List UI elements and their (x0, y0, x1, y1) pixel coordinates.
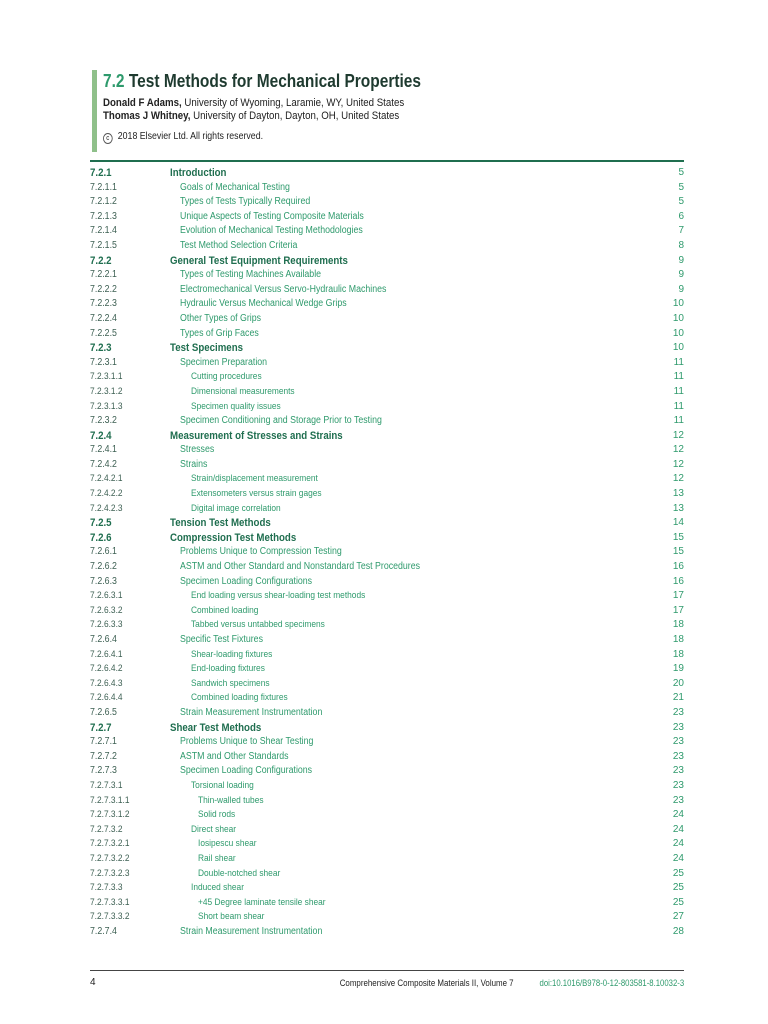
toc-entry[interactable] (90, 560, 684, 575)
toc-entry-title[interactable]: Specific Test Fixtures (180, 634, 263, 645)
toc-entry-number: 7.2.3.2 (90, 415, 117, 427)
toc-entry-page[interactable]: 13 (672, 488, 684, 500)
toc-entry[interactable] (90, 750, 684, 765)
toc-entry-page[interactable]: 8 (678, 239, 684, 251)
toc-entry-number: 7.2.2.2 (90, 283, 117, 295)
toc-entry-number: 7.2.7.3.1.1 (90, 794, 130, 806)
toc-entry-title[interactable]: ASTM and Other Standards (180, 750, 289, 762)
toc-entry-number: 7.2.7.3.1 (90, 779, 123, 791)
toc-entry-page[interactable]: 12 (672, 429, 684, 441)
toc-entry[interactable] (90, 706, 684, 721)
toc-entry-page[interactable]: 24 (672, 852, 684, 864)
toc-entry-number: 7.2.3.1.3 (90, 400, 123, 412)
toc-entry-number: 7.2.3.1 (90, 356, 117, 368)
toc-entry-title[interactable]: Torsional loading (191, 779, 254, 791)
toc-entry-number: 7.2.6.1 (90, 546, 117, 558)
toc-entry[interactable] (90, 312, 684, 327)
toc-entry[interactable] (90, 808, 684, 823)
section-number: 7.2 (103, 71, 125, 91)
toc-entry-page[interactable]: 25 (672, 867, 684, 879)
toc-entry[interactable] (90, 691, 684, 706)
toc-entry-number: 7.2.6.2 (90, 561, 117, 573)
toc-entry-number: 7.2.6.4.2 (90, 663, 123, 675)
toc-entry-number: 7.2.3.1.1 (90, 371, 123, 383)
toc-entry-page[interactable]: 17 (672, 604, 684, 616)
toc-entry[interactable] (90, 662, 684, 677)
toc-entry-number: 7.2.6 (90, 531, 112, 544)
toc-entry-title[interactable]: Cutting procedures (191, 371, 262, 383)
toc-entry[interactable] (90, 764, 684, 779)
toc-entry-number: 7.2.5 (90, 517, 112, 530)
toc-entry-number: 7.2.6.3 (90, 575, 117, 587)
toc-entry-title[interactable]: Unique Aspects of Testing Composite Materials (180, 210, 364, 222)
toc-entry[interactable] (90, 370, 684, 385)
toc-entry-title[interactable]: Evolution of Mechanical Testing Methodologies (180, 225, 363, 237)
author-1 (103, 97, 428, 110)
toc-entry-number: 7.2.7.3.1.2 (90, 809, 130, 821)
toc-entry[interactable] (90, 575, 684, 590)
toc-entry-title[interactable]: Specimen Preparation (180, 356, 268, 368)
toc-entry[interactable] (90, 618, 684, 633)
toc-entry-number: 7.2.7.2 (90, 750, 117, 762)
toc-entry[interactable] (90, 385, 684, 400)
toc-entry-title[interactable]: Tabbed versus untabbed specimens (191, 619, 325, 631)
toc-entry-page[interactable]: 11 (673, 371, 684, 383)
toc-entry[interactable] (90, 224, 684, 239)
toc-entry-page[interactable]: 27 (672, 911, 684, 923)
toc-entry[interactable] (90, 254, 684, 269)
toc-entry-page[interactable]: 23 (672, 706, 684, 718)
toc-entry-number: 7.2.6.4.1 (90, 648, 123, 660)
toc-entry-number: 7.2.4 (90, 429, 112, 442)
toc-entry-page[interactable]: 24 (672, 838, 684, 850)
toc-entry-title[interactable]: Types of Grip Faces (180, 327, 259, 339)
toc-entry-title[interactable]: Specimen Loading Configurations (180, 575, 313, 587)
toc-entry-number: 7.2.4.2 (90, 458, 117, 470)
toc-entry-page[interactable]: 9 (678, 269, 684, 281)
toc-entry[interactable] (90, 648, 684, 663)
copyright-text: 2018 Elsevier Ltd. All rights reserved. (117, 131, 264, 142)
toc-entry-number: 7.2.3.1.2 (90, 385, 123, 397)
toc-entry[interactable] (90, 545, 684, 560)
toc-entry-title[interactable]: Specimen quality issues (191, 400, 281, 412)
toc-entry-title[interactable]: Strain Measurement Instrumentation (180, 706, 323, 718)
toc-entry[interactable] (90, 283, 684, 298)
toc-entry-number: 7.2.7 (90, 721, 112, 734)
toc-entry[interactable] (90, 341, 684, 356)
toc-entry-title[interactable]: Compression Test Methods (170, 531, 297, 544)
toc-entry-title[interactable]: Hydraulic Versus Mechanical Wedge Grips (180, 298, 347, 310)
title-text: Test Methods for Mechanical Properties (128, 71, 422, 91)
toc-entry-number: 7.2.7.1 (90, 736, 117, 748)
toc-entry-number: 7.2.7.3.3.2 (90, 911, 130, 923)
toc-entry[interactable] (90, 794, 684, 809)
toc-entry-page[interactable]: 23 (672, 779, 684, 791)
toc-entry-title[interactable]: Iosipescu shear (198, 838, 257, 850)
toc-entry-title[interactable]: ASTM and Other Standard and Nonstandard Test Procedures (180, 561, 421, 573)
toc-entry-title[interactable]: Introduction (170, 167, 227, 179)
chapter-header (92, 70, 692, 152)
toc-entry-title[interactable]: General Test Equipment Requirements (170, 254, 348, 267)
toc-entry-page[interactable]: 15 (672, 546, 684, 558)
toc-entry-title[interactable]: Other Types of Grips (180, 312, 262, 324)
toc-entry-page[interactable]: 10 (672, 298, 684, 310)
toc-entry-number: 7.2.7.3.2 (90, 823, 123, 835)
toc-entry-title[interactable]: +45 Degree laminate tensile shear (198, 896, 326, 908)
toc-entry-title[interactable]: Combined loading fixtures (191, 692, 288, 704)
toc-entry[interactable] (90, 181, 684, 196)
toc-entry[interactable] (90, 297, 684, 312)
toc-entry-title[interactable]: Shear-loading fixtures (191, 648, 273, 660)
toc-entry-page[interactable]: 23 (672, 736, 684, 748)
toc-entry-title[interactable]: Digital image correlation (191, 502, 281, 514)
toc-entry-number: 7.2.6.4.4 (90, 692, 123, 704)
toc-entry[interactable] (90, 210, 684, 225)
toc-entry-page[interactable]: 17 (672, 590, 684, 602)
toc-entry[interactable] (90, 633, 684, 648)
toc-entry-title[interactable]: Types of Testing Machines Available (180, 269, 322, 281)
book-title: Comprehensive Composite Materials II, Volume 7 (340, 978, 514, 988)
toc-entry[interactable] (90, 487, 684, 502)
toc-entry-number: 7.2.4.2.1 (90, 473, 123, 485)
toc-top-rule (90, 160, 684, 162)
toc-entry-number: 7.2.6.3.1 (90, 590, 123, 602)
header-content (103, 70, 473, 144)
toc-entry[interactable] (90, 677, 684, 692)
toc-entry-number: 7.2.6.3.2 (90, 604, 123, 616)
toc-entry-page[interactable]: 9 (678, 283, 684, 295)
toc-entry-number: 7.2.1.2 (90, 196, 117, 208)
toc-entry-number: 7.2.6.3.3 (90, 619, 123, 631)
toc-entry-number: 7.2.7.3 (90, 765, 117, 777)
toc-entry[interactable] (90, 268, 684, 283)
toc-entry-title[interactable]: Strain/displacement measurement (191, 473, 318, 485)
toc-entry-title[interactable]: Combined loading (191, 604, 259, 616)
toc-entry[interactable] (90, 735, 684, 750)
toc-entry[interactable] (90, 472, 684, 487)
toc-entry[interactable] (90, 867, 684, 882)
toc-entry-page[interactable]: 25 (672, 882, 684, 894)
toc-entry[interactable] (90, 925, 684, 940)
toc-entry-page[interactable]: 5 (678, 167, 684, 178)
toc-entry-page[interactable]: 5 (678, 181, 684, 193)
page-number: 4 (90, 977, 96, 988)
toc-entry-page[interactable]: 15 (672, 531, 684, 543)
toc-entry-title[interactable]: Stresses (180, 444, 215, 456)
toc-entry[interactable] (90, 721, 684, 736)
toc-entry[interactable] (90, 516, 684, 531)
toc-entry-page[interactable]: 23 (672, 765, 684, 777)
toc-entry[interactable] (90, 896, 684, 911)
toc-entry-number: 7.2.1.4 (90, 225, 117, 237)
toc-entry-page[interactable]: 12 (672, 458, 684, 470)
toc-entry-title[interactable]: Direct shear (191, 823, 237, 835)
toc-entry[interactable] (90, 443, 684, 458)
toc-entry-title[interactable]: Problems Unique to Compression Testing (180, 546, 342, 558)
toc-entry-title[interactable]: Specimen Loading Configurations (180, 765, 313, 777)
toc-entry[interactable] (90, 195, 684, 210)
toc-entry-title[interactable]: Sandwich specimens (191, 677, 270, 689)
toc-entry-number: 7.2.2.3 (90, 298, 117, 310)
toc-entry[interactable] (90, 823, 684, 838)
toc-entry-page[interactable]: 10 (672, 327, 684, 339)
toc-entry[interactable] (90, 166, 684, 181)
toc-entry-number: 7.2.7.3.2.1 (90, 838, 130, 850)
toc-entry-title[interactable]: Test Method Selection Criteria (180, 239, 298, 251)
table-of-contents (90, 166, 684, 939)
toc-entry-page[interactable]: 18 (672, 648, 684, 660)
toc-entry-number: 7.2.7.3.2.2 (90, 852, 130, 864)
toc-entry[interactable] (90, 604, 684, 619)
toc-entry-page[interactable]: 10 (672, 342, 684, 354)
toc-entry[interactable] (90, 881, 684, 896)
toc-entry-title[interactable]: Specimen Conditioning and Storage Prior to Testing (180, 415, 382, 427)
toc-entry-title[interactable]: Strain Measurement Instrumentation (180, 925, 323, 937)
author-name: Thomas J Whitney, (103, 110, 191, 122)
toc-entry-page[interactable]: 23 (672, 794, 684, 806)
toc-entry-number: 7.2.1.1 (90, 181, 117, 193)
toc-entry-title[interactable]: Electromechanical Versus Servo-Hydraulic Machines (180, 283, 387, 295)
toc-entry-page[interactable]: 24 (672, 823, 684, 835)
toc-entry-number: 7.2.7.3.2.3 (90, 867, 130, 879)
toc-entry-page[interactable]: 19 (672, 663, 684, 675)
author-name: Donald F Adams, (103, 97, 182, 109)
toc-entry-number: 7.2.6.5 (90, 706, 117, 718)
toc-entry-title[interactable]: Short beam shear (198, 911, 265, 923)
toc-entry-title[interactable]: Induced shear (191, 882, 244, 894)
toc-entry-title[interactable]: End loading versus shear-loading test methods (191, 590, 366, 602)
toc-entry[interactable] (90, 327, 684, 342)
toc-entry-title[interactable]: Types of Tests Typically Required (180, 196, 311, 208)
toc-entry-page[interactable]: 20 (672, 677, 684, 689)
toc-entry-page[interactable]: 10 (672, 312, 684, 324)
toc-entry[interactable] (90, 852, 684, 867)
toc-entry-page[interactable]: 7 (678, 225, 684, 237)
copyright-icon: c (103, 133, 113, 144)
toc-entry-page[interactable]: 18 (672, 619, 684, 631)
toc-entry[interactable] (90, 779, 684, 794)
toc-entry[interactable] (90, 400, 684, 415)
toc-entry[interactable] (90, 414, 684, 429)
toc-entry-number: 7.2.6.4.3 (90, 677, 123, 689)
toc-entry-page[interactable]: 28 (672, 925, 684, 937)
toc-entry-title[interactable]: Thin-walled tubes (198, 794, 264, 806)
toc-entry-number: 7.2.2 (90, 254, 112, 267)
toc-entry-title[interactable]: Double-notched shear (198, 867, 281, 879)
copyright-line (103, 131, 428, 144)
toc-entry-title[interactable]: Problems Unique to Shear Testing (180, 736, 314, 748)
toc-entry-number: 7.2.1.3 (90, 210, 117, 222)
toc-entry-number: 7.2.2.4 (90, 312, 117, 324)
doi-link[interactable]: doi:10.1016/B978-0-12-803581-8.10032-3 (539, 978, 684, 988)
toc-entry-page[interactable]: 5 (678, 196, 684, 208)
toc-entry-page[interactable]: 18 (672, 634, 684, 645)
toc-entry-page[interactable]: 16 (672, 561, 684, 573)
toc-entry-title[interactable]: Strains (180, 458, 208, 470)
toc-entry-page[interactable]: 25 (672, 896, 684, 908)
toc-entry-title[interactable]: Tension Test Methods (170, 517, 271, 530)
toc-entry[interactable] (90, 502, 684, 517)
toc-entry-number: 7.2.4.1 (90, 444, 117, 456)
toc-entry-page[interactable]: 24 (672, 809, 684, 821)
toc-entry-number: 7.2.1.5 (90, 239, 117, 251)
toc-entry-page[interactable]: 11 (673, 385, 684, 397)
toc-entry-title[interactable]: Test Specimens (170, 342, 243, 355)
toc-entry[interactable] (90, 239, 684, 254)
toc-entry[interactable] (90, 837, 684, 852)
toc-entry-title[interactable]: Rail shear (198, 852, 236, 864)
toc-entry-page[interactable]: 12 (672, 444, 684, 456)
toc-entry-page[interactable]: 11 (673, 400, 684, 412)
toc-entry-page[interactable]: 16 (672, 575, 684, 587)
toc-entry-title[interactable]: Dimensional measurements (191, 385, 295, 397)
toc-entry-page[interactable]: 11 (673, 415, 684, 427)
toc-entry-title[interactable]: End-loading fixtures (191, 663, 265, 675)
author-2 (103, 110, 428, 123)
toc-entry-number: 7.2.4.2.2 (90, 488, 123, 500)
toc-entry[interactable] (90, 910, 684, 925)
toc-entry-page[interactable]: 11 (673, 356, 684, 368)
toc-entry[interactable] (90, 356, 684, 371)
toc-entry[interactable] (90, 458, 684, 473)
toc-entry-page[interactable]: 6 (678, 210, 684, 222)
toc-entry-number: 7.2.6.4 (90, 634, 117, 645)
toc-entry-page[interactable]: 12 (672, 473, 684, 485)
toc-entry[interactable] (90, 589, 684, 604)
toc-entry-number: 7.2.3 (90, 342, 112, 355)
toc-entry-page[interactable]: 23 (672, 750, 684, 762)
author-list (103, 97, 473, 123)
author-affiliation: University of Wyoming, Laramie, WY, United States (184, 97, 405, 109)
toc-entry-title[interactable]: Extensometers versus strain gages (191, 488, 322, 500)
accent-bar (92, 70, 97, 152)
toc-entry-number: 7.2.4.2.3 (90, 502, 123, 514)
toc-entry[interactable] (90, 429, 684, 444)
author-affiliation: University of Dayton, Dayton, OH, United States (193, 110, 400, 122)
footer-rule (90, 970, 684, 971)
toc-entry-number: 7.2.2.5 (90, 327, 117, 339)
toc-entry-title[interactable]: Shear Test Methods (170, 721, 262, 734)
chapter-title (103, 70, 421, 92)
toc-entry-title[interactable]: Measurement of Stresses and Strains (170, 429, 343, 442)
toc-entry-page[interactable]: 9 (678, 254, 684, 266)
toc-entry-page[interactable]: 14 (672, 517, 684, 529)
toc-entry-page[interactable]: 23 (672, 721, 684, 733)
toc-entry-title[interactable]: Goals of Mechanical Testing (180, 181, 290, 193)
toc-entry[interactable] (90, 531, 684, 546)
toc-entry-title[interactable]: Solid rods (198, 809, 236, 821)
toc-entry-page[interactable]: 13 (672, 502, 684, 514)
toc-entry-number: 7.2.7.3.3.1 (90, 896, 130, 908)
toc-entry-number: 7.2.7.4 (90, 925, 117, 937)
toc-entry-number: 7.2.2.1 (90, 269, 117, 281)
toc-entry-number: 7.2.7.3.3 (90, 882, 123, 894)
page-footer (90, 976, 684, 990)
toc-entry-number: 7.2.1 (90, 167, 112, 179)
toc-entry-page[interactable]: 21 (672, 692, 684, 704)
